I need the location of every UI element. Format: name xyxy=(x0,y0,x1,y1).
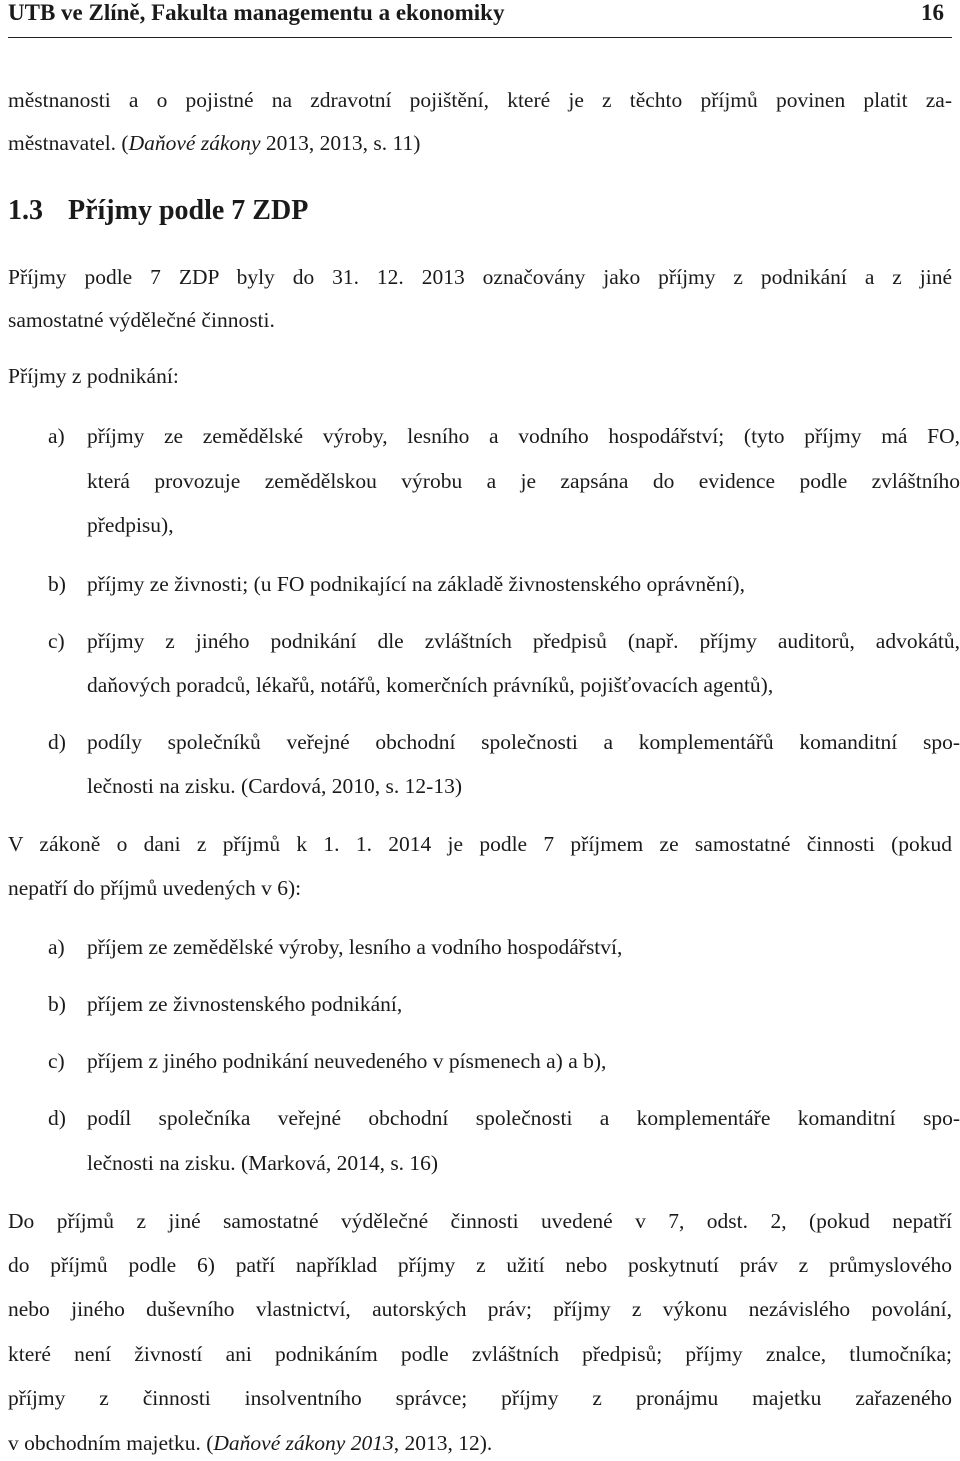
list1-item-a-line-3: předpisu), xyxy=(87,513,174,537)
list1-item-d-label: d) xyxy=(48,730,66,754)
list2-item-d-line-1: podíl společníka veřejné obchodní společnosti a komplementáře komanditní spo- xyxy=(87,1106,960,1130)
para3-line-3: nebo jiného duševního vlastnictví, autorských práv; příjmy z výkonu nezávislého povolání, xyxy=(8,1297,952,1321)
list2-item-a-line-1: příjem ze zemědělské výroby, lesního a vodního hospodářství, xyxy=(87,935,623,959)
header-title: UTB ve Zlíně, Fakulta managementu a ekonomiky xyxy=(8,0,505,25)
intro-line-1: městnanosti a o pojistné na zdravotní pojištění, které je z těchto příjmů povinen platit za- xyxy=(8,88,952,112)
para3-line-6-citation: Daňové zákony 2013 xyxy=(213,1431,394,1455)
section-title: Příjmy podle 7 ZDP xyxy=(68,195,309,226)
para3-line-4: které není živností ani podnikáním podle zvláštních předpisů; příjmy znalce, tlumočníka; xyxy=(8,1342,952,1366)
list1-item-d-line-1: podíly společníků veřejné obchodní společnosti a komplementářů komanditní spo- xyxy=(87,730,960,754)
header-page-number: 16 xyxy=(921,0,944,25)
list1-item-d-line-2: lečnosti na zisku. (Cardová, 2010, s. 12-13) xyxy=(87,774,462,798)
intro-line-2-citation: Daňové zákony xyxy=(128,131,261,155)
list2-item-b-label: b) xyxy=(48,992,66,1016)
list2-item-b-line-1: příjem ze živnostenského podnikání, xyxy=(87,992,403,1016)
section-heading xyxy=(8,195,308,227)
para3-line-6 xyxy=(8,1429,492,1457)
para2-line-2: nepatří do příjmů uvedených v 6): xyxy=(8,876,302,900)
list2-item-d-line-2: lečnosti na zisku. (Marková, 2014, s. 16) xyxy=(87,1151,439,1175)
para3-line-1: Do příjmů z jiné samostatné výdělečné činnosti uvedené v 7, odst. 2, (pokud nepatří xyxy=(8,1209,952,1233)
para3-line-6-pre: v obchodním majetku. ( xyxy=(8,1431,214,1455)
section-number: 1.3 xyxy=(8,195,43,226)
para3-line-6-post: , 2013, 12). xyxy=(393,1431,493,1455)
intro-line-2-pre: městnavatel. ( xyxy=(8,131,129,155)
para2-line-1: V zákoně o dani z příjmů k 1. 1. 2014 je podle 7 příjmem ze samostatné činnosti (pokud xyxy=(8,832,952,856)
list2-item-c-label: c) xyxy=(48,1049,65,1073)
para1-line-2: samostatné výdělečné činnosti. xyxy=(8,308,275,332)
list2-item-d-label: d) xyxy=(48,1106,66,1130)
list1-item-b-line-1: příjmy ze živnosti; (u FO podnikající na základě živnostenského oprávnění), xyxy=(87,572,745,596)
para1-line-1: Příjmy podle 7 ZDP byly do 31. 12. 2013 označovány jako příjmy z podnikání a z jiné xyxy=(8,265,952,289)
list1-item-a-line-2: která provozuje zemědělskou výrobu a je zapsána do evidence podle zvláštního xyxy=(87,469,960,493)
intro-line-2 xyxy=(8,129,420,157)
header-rule xyxy=(8,37,952,38)
list1-item-a-line-1: příjmy ze zemědělské výroby, lesního a vodního hospodářství; (tyto příjmy má FO, xyxy=(87,424,960,448)
page-header xyxy=(8,0,952,38)
para3-line-2: do příjmů podle 6) patří například příjmy z užití nebo poskytnutí práv z průmyslového xyxy=(8,1253,952,1277)
list1-item-a-label: a) xyxy=(48,424,65,448)
intro-line-2-post: 2013, 2013, s. 11) xyxy=(260,131,421,155)
list1-item-b-label: b) xyxy=(48,572,66,596)
list1-item-c-label: c) xyxy=(48,629,65,653)
list1-item-c-line-1: příjmy z jiného podnikání dle zvláštních předpisů (např. příjmy auditorů, advokátů, xyxy=(87,629,960,653)
list2-item-c-line-1: příjem z jiného podnikání neuvedeného v písmenech a) a b), xyxy=(87,1049,607,1073)
para3-line-5: příjmy z činnosti insolventního správce; příjmy z pronájmu majetku zařazeného xyxy=(8,1386,952,1410)
list2-item-a-label: a) xyxy=(48,935,65,959)
list1-intro: Příjmy z podnikání: xyxy=(8,364,179,388)
list1-item-c-line-2: daňových poradců, lékařů, notářů, komerčních právníků, pojišťovacích agentů), xyxy=(87,673,774,697)
